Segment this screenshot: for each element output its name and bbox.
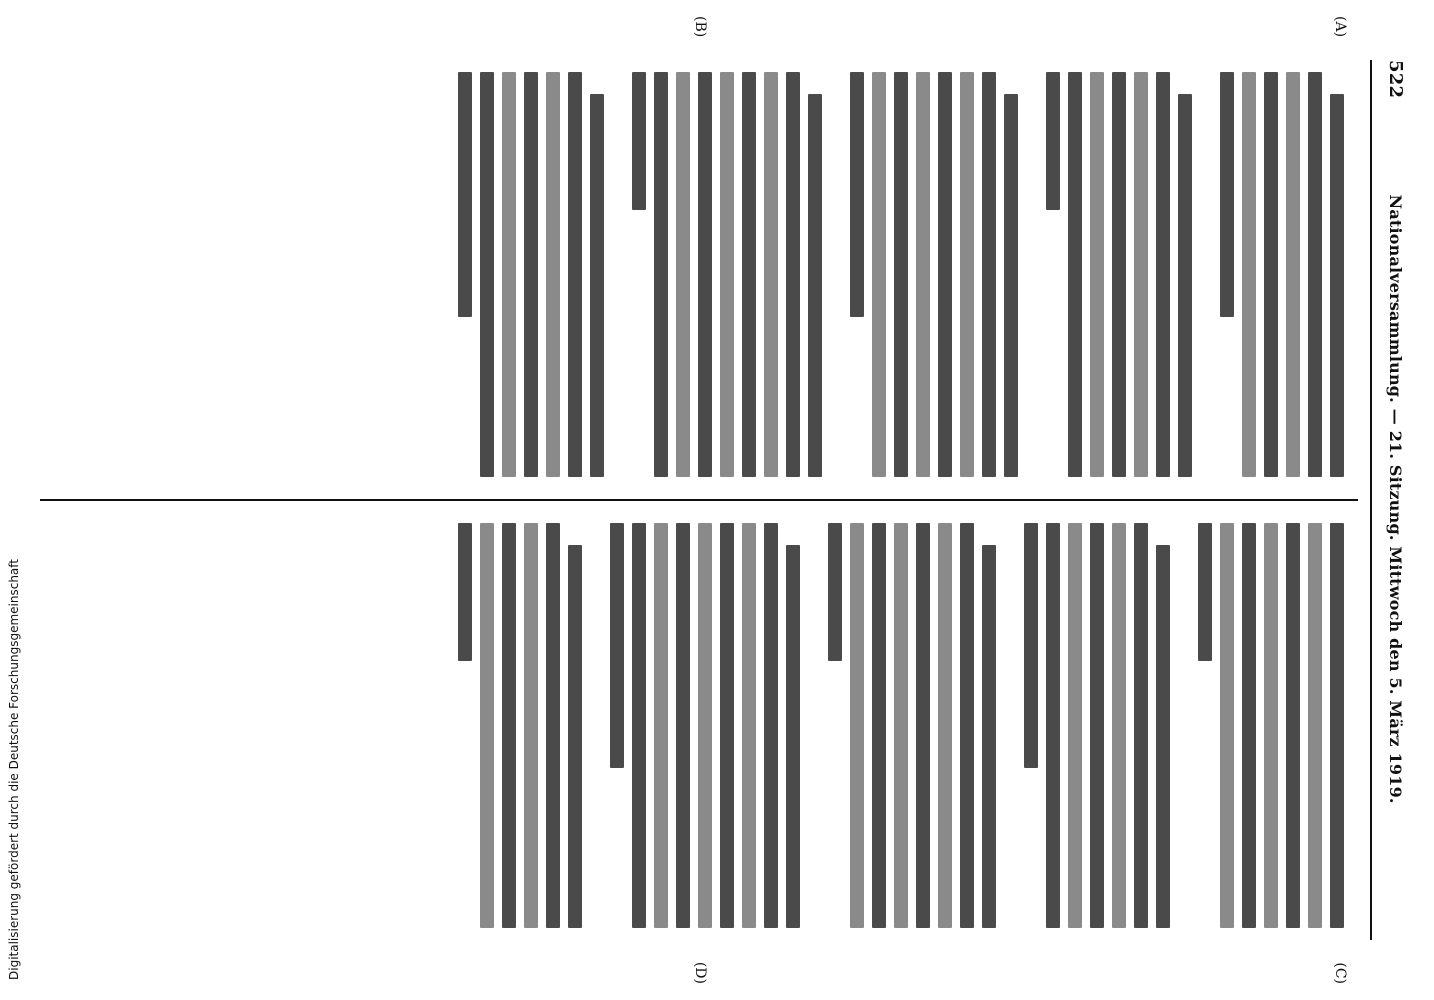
- text-line: [1178, 94, 1192, 477]
- text-line: [458, 523, 472, 661]
- text-line: [1156, 545, 1170, 928]
- text-line: [676, 72, 690, 477]
- text-line: [524, 72, 538, 477]
- text-line: [676, 523, 690, 928]
- margin-marker-d: (D): [692, 961, 708, 984]
- text-line: [1046, 523, 1060, 928]
- text-line: [1308, 523, 1322, 928]
- text-line: [1024, 523, 1038, 768]
- text-line: [850, 523, 864, 928]
- text-line: [1112, 523, 1126, 928]
- text-line: [1220, 72, 1234, 317]
- text-line: [916, 72, 930, 477]
- text-line: [1264, 72, 1278, 477]
- text-line: [1068, 72, 1082, 477]
- text-line: [1004, 94, 1018, 477]
- text-line: [632, 72, 646, 210]
- header-rule: [1370, 60, 1372, 940]
- text-line: [1046, 72, 1060, 210]
- text-line: [590, 94, 604, 477]
- text-line: [1090, 523, 1104, 928]
- text-line: [1156, 72, 1170, 477]
- text-line: [480, 523, 494, 928]
- text-line: [698, 523, 712, 928]
- text-line: [568, 545, 582, 928]
- text-line: [1264, 523, 1278, 928]
- text-line: [1220, 523, 1234, 928]
- text-line: [786, 72, 800, 477]
- text-line: [1198, 523, 1212, 661]
- left-column: [40, 16, 1358, 489]
- text-line: [938, 72, 952, 477]
- right-column: [40, 511, 1358, 984]
- text-line: [1330, 523, 1344, 928]
- text-line: [654, 72, 668, 477]
- text-line: [960, 523, 974, 928]
- text-line: [1308, 72, 1322, 477]
- text-line: [982, 72, 996, 477]
- text-line: [568, 72, 582, 477]
- text-line: [720, 523, 734, 928]
- text-line: [502, 523, 516, 928]
- text-line: [894, 523, 908, 928]
- text-line: [916, 523, 930, 928]
- text-line: [742, 523, 756, 928]
- text-line: [1134, 72, 1148, 477]
- text-line: [828, 523, 842, 661]
- text-line: [742, 72, 756, 477]
- text-line: [764, 523, 778, 928]
- text-line: [1090, 72, 1104, 477]
- text-line: [720, 72, 734, 477]
- text-line: [632, 523, 646, 928]
- text-line: [894, 72, 908, 477]
- text-line: [1330, 94, 1344, 477]
- column-divider: [40, 489, 1358, 511]
- text-line: [654, 523, 668, 928]
- text-line: [524, 523, 538, 928]
- text-line: [764, 72, 778, 477]
- side-credit: Digitalisierung gefördert durch die Deutsche Forschungsgemeinschaft: [0, 0, 28, 1000]
- text-line: [1242, 523, 1256, 928]
- text-line: [982, 545, 996, 928]
- text-line: [872, 72, 886, 477]
- margin-marker-b: (B): [692, 16, 708, 38]
- side-credit-wrapper: [0, 0, 28, 1000]
- text-line: [1112, 72, 1126, 477]
- text-line: [458, 72, 472, 317]
- margin-marker-a: (A): [1332, 16, 1348, 38]
- text-line: [808, 94, 822, 477]
- text-line: [786, 545, 800, 928]
- text-line: [1068, 523, 1082, 928]
- text-line: [1286, 523, 1300, 928]
- text-line: [850, 72, 864, 317]
- text-line: [546, 523, 560, 928]
- text-line: [1134, 523, 1148, 928]
- text-line: [938, 523, 952, 928]
- text-line: [480, 72, 494, 477]
- text-line: [502, 72, 516, 477]
- two-column-text: [40, 16, 1358, 984]
- page-number: 522: [1385, 60, 1407, 99]
- text-line: [872, 523, 886, 928]
- text-line: [1286, 72, 1300, 477]
- text-line: [610, 523, 624, 768]
- running-title: Nationalversammlung. — 21. Sitzung. Mittwoch den 5. März 1919.: [1386, 194, 1406, 804]
- margin-marker-c: (C): [1332, 962, 1348, 984]
- page-header: [1376, 60, 1416, 940]
- text-line: [1242, 72, 1256, 477]
- text-line: [546, 72, 560, 477]
- text-line: [960, 72, 974, 477]
- text-line: [698, 72, 712, 477]
